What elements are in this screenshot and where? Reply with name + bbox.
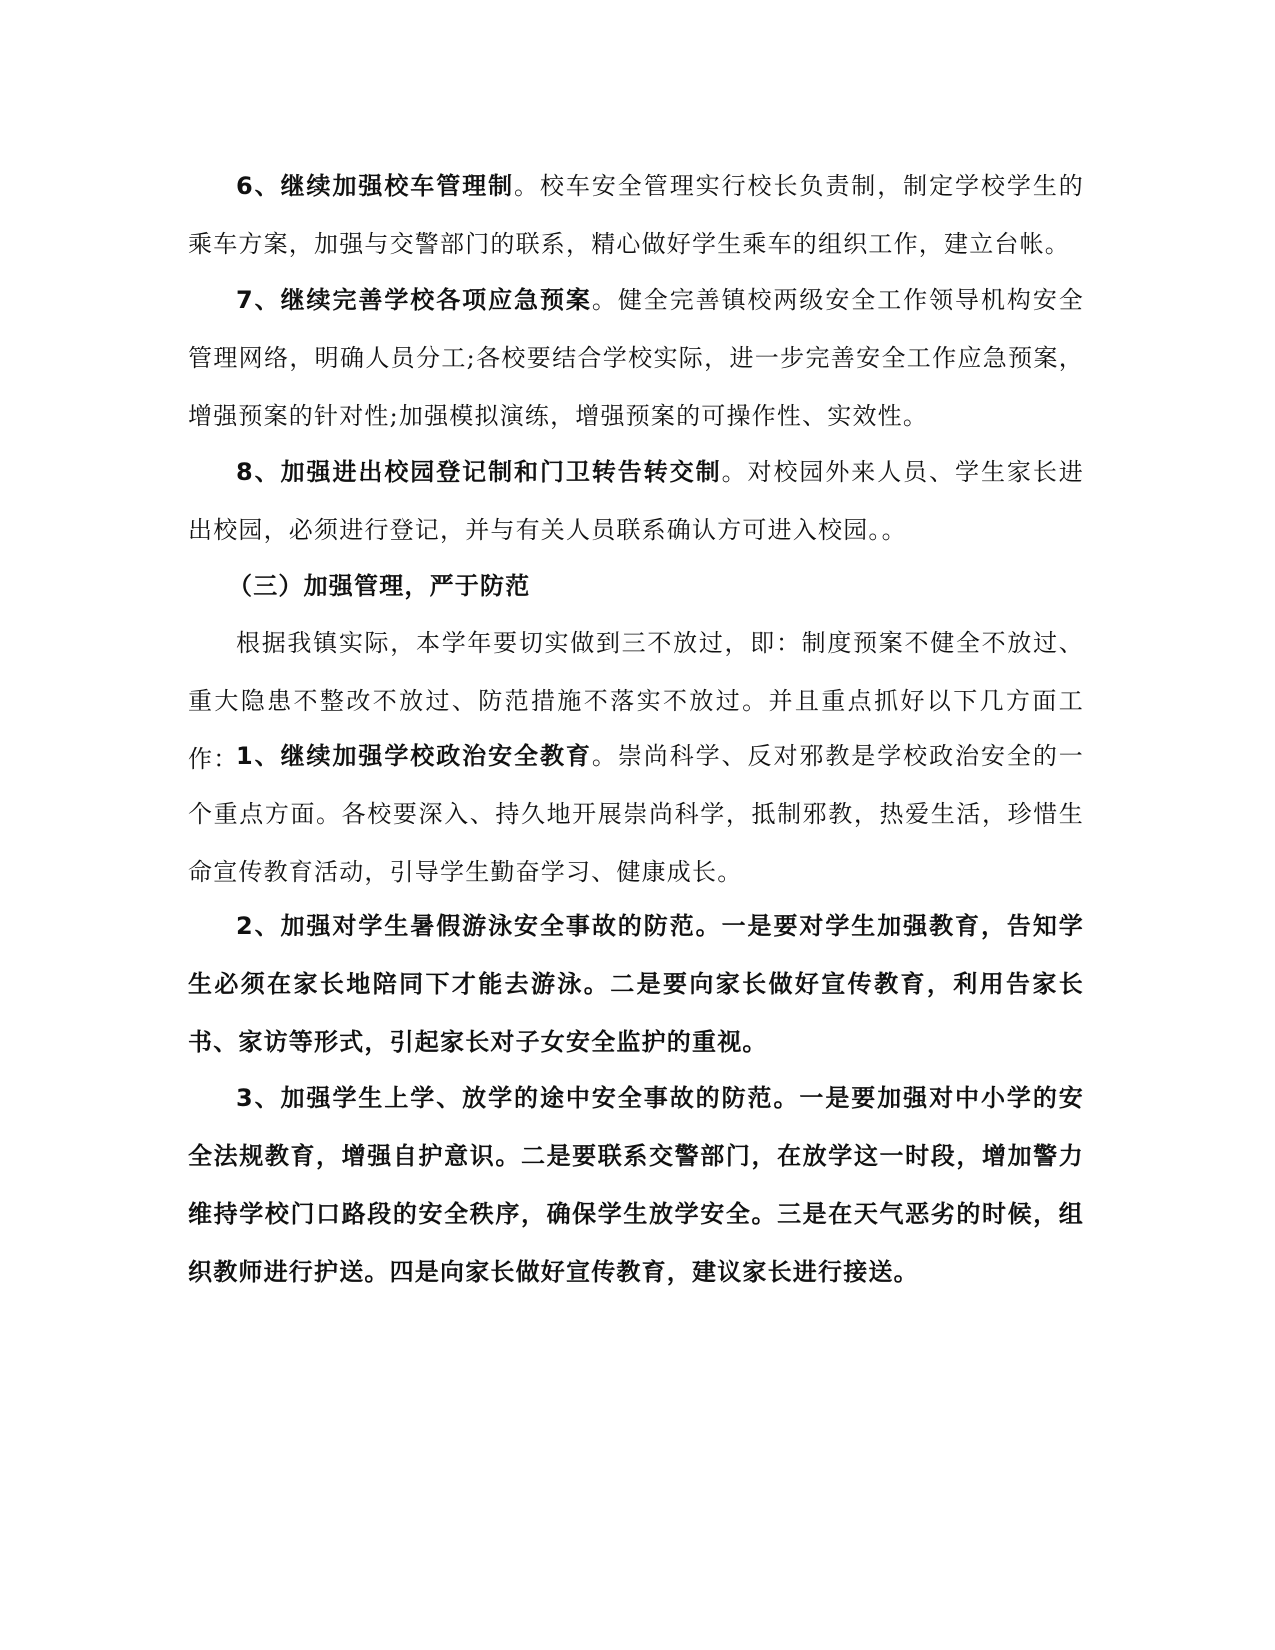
section-heading: （三）加强管理，严于防范 <box>228 572 531 600</box>
item-6-body: 。校车安全管理实行校长负责制，制定学校学生的乘车方案，加强与交警部门的联系，精心做好学生乘车的组织工作，建立台帐。 <box>188 172 1084 258</box>
item-7-heading: 7、继续完善学校各项应急预案 <box>236 286 592 314</box>
item-8-heading: 8、加强进出校园登记制和门卫转告转交制 <box>236 458 722 486</box>
paragraph-item-1 <box>188 727 1084 901</box>
paragraph-item-2: 2、加强对学生暑假游泳安全事故的防范。一是要对学生加强教育，告知学生必须在家长地陪同下才能去游泳。二是要向家长做好宣传教育，利用告家长书、家访等形式，引起家长对子女安全监护的重视。 <box>188 912 1084 1056</box>
paragraph-item-8 <box>188 443 1084 559</box>
item-8-body: 。对校园外来人员、学生家长进出校园，必须进行登记，并与有关人员联系确认方可进入校园。。 <box>188 458 1084 544</box>
paragraph-item-3: 3、加强学生上学、放学的途中安全事故的防范。一是要加强对中小学的安全法规教育，增强自护意识。二是要联系交警部门，在放学这一时段，增加警力维持学校门口路段的安全秩序，确保学生放学安全。三是在天气恶劣的时候，组织教师进行护送。四是向家长做好宣传教育，建议家长进行接送。 <box>188 1084 1084 1286</box>
item-1-body: 。崇尚科学、反对邪教是学校政治安全的一个重点方面。各校要深入、持久地开展崇尚科学，抵制邪教，热爱生活，珍惜生命宣传教育活动，引导学生勤奋学习、健康成长。 <box>188 742 1084 886</box>
item-6-heading: 6、继续加强校车管理制 <box>236 172 515 200</box>
intro-paragraph: 根据我镇实际，本学年要切实做到三不放过，即：制度预案不健全不放过、重大隐患不整改不放过、防范措施不落实不放过。并且重点抓好以下几方面工作： <box>188 629 1084 773</box>
item-7-body: 。健全完善镇校两级安全工作领导机构安全管理网络，明确人员分工;各校要结合学校实际，进一步完善安全工作应急预案，增强预案的针对性;加强模拟演练，增强预案的可操作性、实效性。 <box>188 286 1084 430</box>
item-1-heading: 1、继续加强学校政治安全教育 <box>236 742 592 770</box>
paragraph-item-6 <box>188 157 1084 273</box>
paragraph-item-7 <box>188 271 1084 445</box>
